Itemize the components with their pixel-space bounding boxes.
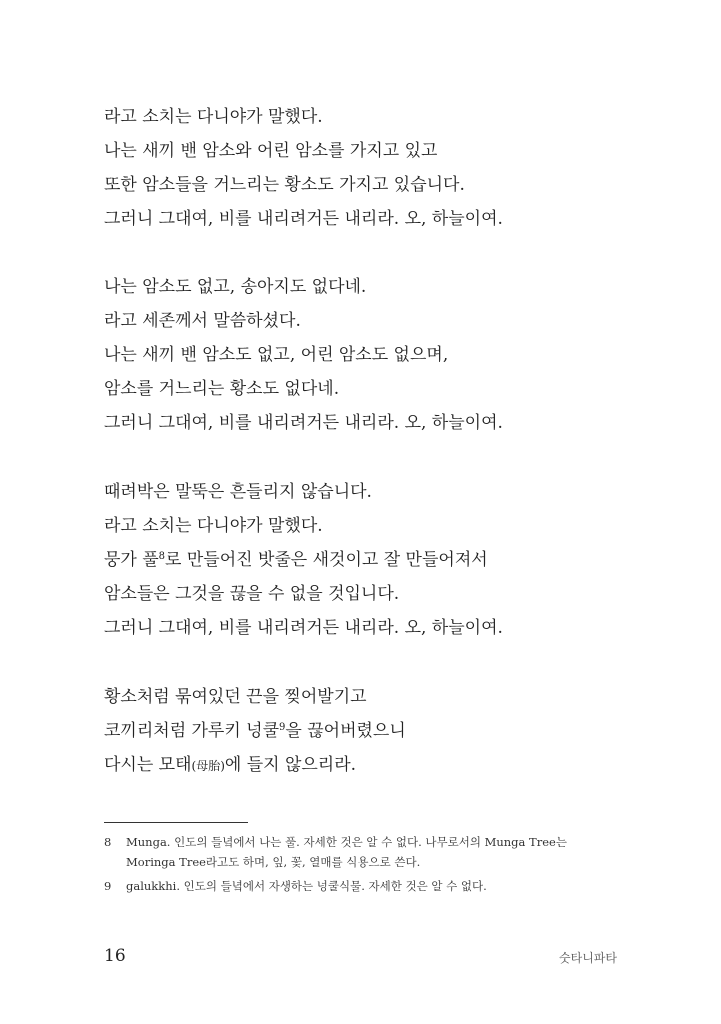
verse-stanza-3 (104, 475, 503, 645)
verse-text: 을 끊어버렸으니 (285, 721, 406, 741)
footnote-9 (104, 876, 487, 896)
verse-line: 라고 소치는 다니야가 말했다. (104, 516, 323, 536)
footnote-text-continued: Moringa Tree라고도 하며, 잎, 꽃, 열매를 식용으로 쓴다. (126, 855, 421, 869)
verse-stanza-2 (104, 270, 503, 440)
page-number: 16 (104, 946, 126, 966)
verse-line-with-footnote (104, 543, 503, 577)
footnote-marker[interactable]: 9 (279, 722, 286, 733)
verse-line: 때려박은 말뚝은 흔들리지 않습니다. (104, 482, 372, 502)
verse-line: 라고 소치는 다니야가 말했다. (104, 107, 323, 127)
footnote-number: 8 (104, 835, 112, 849)
verse-stanza-1 (104, 100, 503, 236)
footnote-divider (104, 822, 248, 823)
verse-line: 암소를 거느리는 황소도 없다네. (104, 379, 340, 399)
verse-line: 그러니 그대여, 비를 내리려거든 내리라. 오, 하늘이여. (104, 618, 503, 638)
verse-text: 로 만들어진 밧줄은 새것이고 잘 만들어져서 (165, 550, 488, 570)
verse-text: 에 들지 않으리라. (224, 755, 357, 775)
running-title: 숫타니파타 (559, 951, 617, 965)
verse-line (104, 748, 406, 782)
verse-text: 코끼리처럼 가루키 넝쿨 (104, 721, 280, 741)
verse-line: 나는 암소도 없고, 송아지도 없다네. (104, 277, 367, 297)
verse-text: 다시는 모태 (104, 755, 192, 775)
verse-line: 또한 암소들을 거느리는 황소도 가지고 있습니다. (104, 175, 465, 195)
footnote-text: Munga. 인도의 들녘에서 나는 풀. 자세한 것은 알 수 없다. 나무로서의 Munga Tree는 (126, 835, 567, 849)
verse-line: 암소들은 그것을 끊을 수 없을 것입니다. (104, 584, 400, 604)
footnote-marker[interactable]: 8 (158, 551, 166, 562)
verse-line: 나는 새끼 밴 암소와 어린 암소를 가지고 있고 (104, 141, 438, 161)
verse-line: 라고 세존께서 말씀하셨다. (104, 311, 301, 331)
footnote-number: 9 (104, 879, 112, 893)
verse-line: 그러니 그대여, 비를 내리려거든 내리라. 오, 하늘이여. (104, 209, 503, 229)
verse-line-with-footnote (104, 714, 406, 748)
hanja-gloss: (母胎) (191, 759, 225, 773)
verse-line: 황소처럼 묶여있던 끈을 찢어발기고 (104, 687, 367, 707)
verse-stanza-4 (104, 680, 406, 782)
verse-line: 나는 새끼 밴 암소도 없고, 어린 암소도 없으며, (104, 345, 449, 365)
verse-line: 그러니 그대여, 비를 내리려거든 내리라. 오, 하늘이여. (104, 413, 503, 433)
footnote-8 (104, 832, 567, 872)
verse-text: 뭉가 풀 (104, 550, 159, 570)
footnote-text: galukkhi. 인도의 들녘에서 자생하는 넝쿨식물. 자세한 것은 알 수 없다. (126, 879, 487, 893)
